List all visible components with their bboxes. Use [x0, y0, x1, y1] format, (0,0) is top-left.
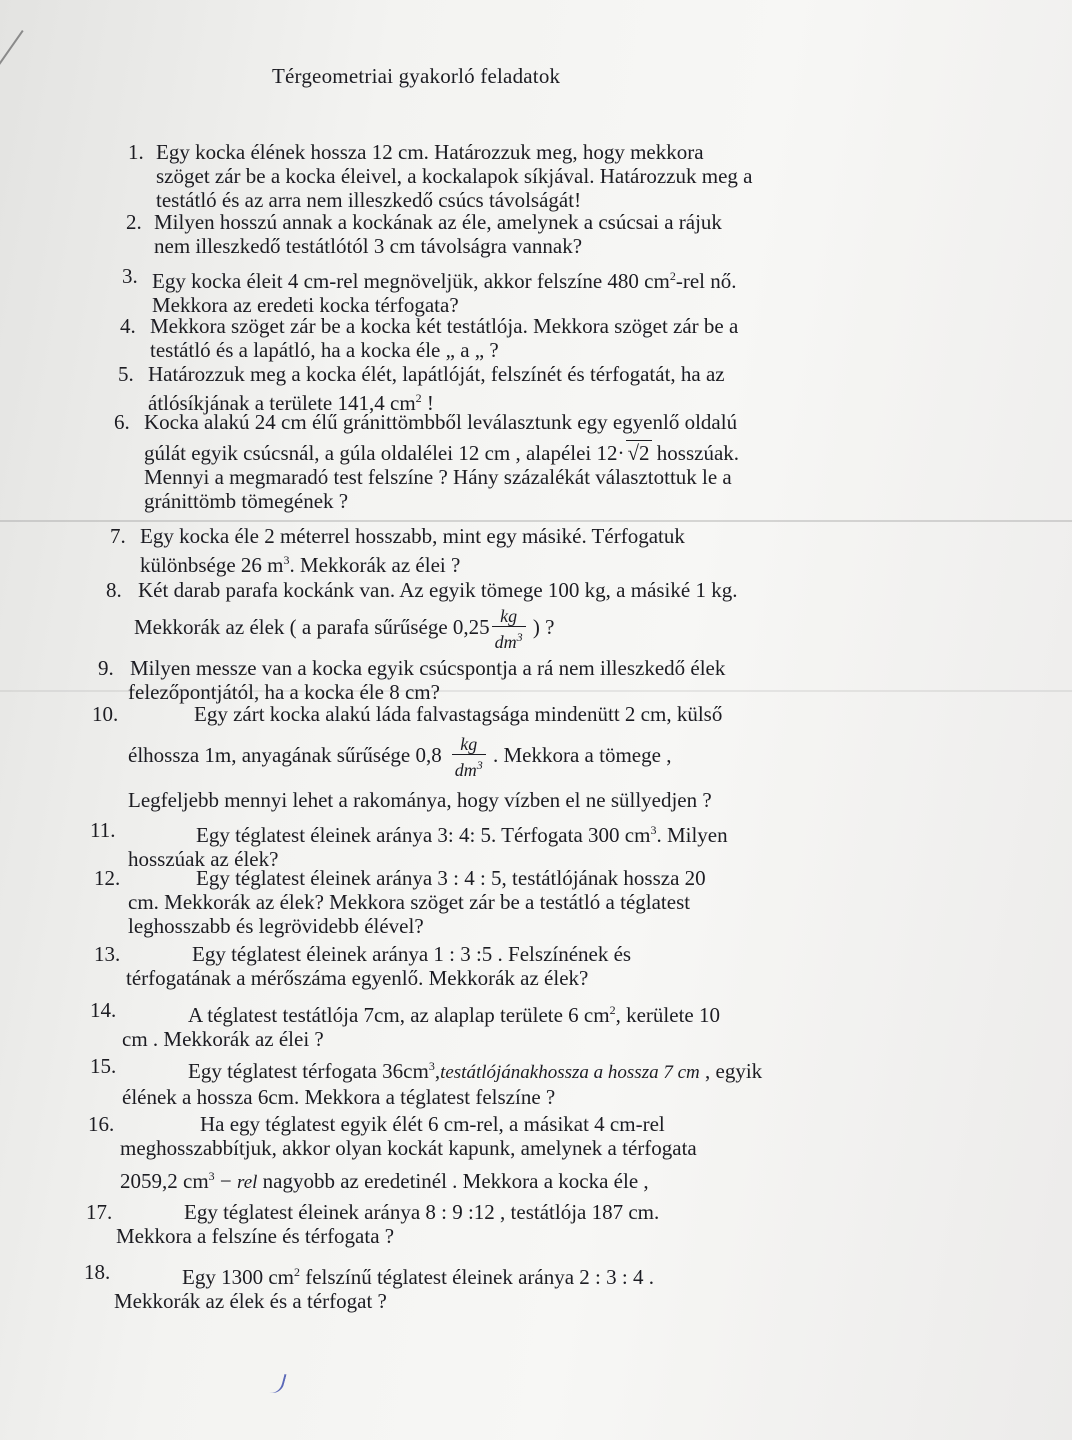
- square-root-symbol: √2: [627, 441, 650, 465]
- problem-7: 7. Egy kocka éle 2 méterrel hosszabb, mint egy másiké. Térfogatuk különbsége 26 $m^3$. Mekkorák az élei ?: [110, 524, 685, 577]
- problem-10: 10. Egy zárt kocka alakú láda falvastagsága mindenütt 2 cm, külső élhossza 1m, anyagának sűrűsége 0,8 $\frac{kg}{dm^3}$ . Mekkora a tömege , Legfeljebb mennyi lehet a rakománya, hogy vízben el ne süllyedjen ?: [92, 702, 723, 812]
- fraction-kg-per-dm3: $\frac{kg}{dm^3}$: [492, 606, 526, 652]
- paper-fold-line: [0, 520, 1072, 522]
- fraction-kg-per-dm3: $\frac{kg}{dm^3}$: [452, 734, 486, 780]
- problem-11: 11. Egy téglatest éleinek aránya 3: 4: 5. Térfogata 300 $cm^3$. Milyen hosszúak az élek?: [90, 818, 728, 871]
- problem-6: 6. Kocka alakú 24 cm élű gránittömbből leválasztunk egy egyenlő oldalú gúlát egyik csúcsnál, a gúla oldalélei 12 cm , alapélei 12· √2 hosszúak. Mennyi a megmaradó test felszíne ? Hány százalékát választottuk le a gránittömb tömegének ?: [114, 410, 740, 513]
- problem-12: 12. Egy téglatest éleinek aránya 3 : 4 : 5, testátlójának hossza 20 cm. Mekkorák az élek? Mekkora szöget zár be a testátló a téglatest leghosszabb és legrövidebb élével?: [94, 866, 706, 938]
- problem-1: 1. Egy kocka élének hossza 12 cm. Határozzuk meg, hogy mekkora szöget zár be a kocka éleivel, a kockalapok síkjával. Határozzuk meg a testátló és az arra nem illeszkedő csúcs távolságát!: [128, 140, 753, 212]
- problem-8: 8. Két darab parafa kockánk van. Az egyik tömege 100 kg, a másiké 1 kg. Mekkorák az élek ( a parafa sűrűsége 0,25 $\frac{kg}{dm^3}$ ) ?: [106, 578, 738, 652]
- document-title: Térgeometriai gyakorló feladatok: [272, 64, 561, 88]
- problem-9: 9. Milyen messze van a kocka egyik csúcspontja a rá nem illeszkedő élek felezőpontjától, ha a kocka éle 8 cm?: [98, 656, 726, 704]
- problem-2: 2. Milyen hosszú annak a kockának az éle, amelynek a csúcsai a rájuk nem illeszkedő testátlótól 3 cm távolságra vannak?: [126, 210, 722, 258]
- problem-17: 17. Egy téglatest éleinek aránya 8 : 9 :12 , testátlója 187 cm. Mekkora a felszíne és térfogata ?: [86, 1200, 660, 1248]
- problem-18: 18. Egy 1300 $cm^2$ felszínű téglatest éleinek aránya 2 : 3 : 4 . Mekkorák az élek és a térfogat ?: [84, 1260, 654, 1313]
- pen-mark: [0, 30, 24, 72]
- problem-3: 3. Egy kocka éleit 4 cm-rel megnöveljük, akkor felszíne 480 $cm^2$-rel nő. Mekkora az eredeti kocka térfogata?: [122, 264, 737, 317]
- pen-squiggle: [265, 1370, 286, 1395]
- problem-4: 4. Mekkora szöget zár be a kocka két testátlója. Mekkora szöget zár be a testátló és a lapátló, ha a kocka éle „ a „ ?: [120, 314, 739, 362]
- problem-13: 13. Egy téglatest éleinek aránya 1 : 3 :5 . Felszínének és térfogatának a mérőszáma egyenlő. Mekkorák az élek?: [94, 942, 632, 990]
- problem-15: 15. Egy téglatest térfogata $36cm^3,testátlójánakhossza$ a hossza 7 cm , egyik élének a hossza 6cm. Mekkora a téglatest felszíne ?: [90, 1054, 763, 1109]
- problem-5: 5. Határozzuk meg a kocka élét, lapátlóját, felszínét és térfogatát, ha az átlósíkjának a területe 141,4 $cm^2$ !: [118, 362, 725, 415]
- problem-16: 16. Ha egy téglatest egyik élét 6 cm-rel, a másikat 4 cm-rel meghosszabbítjuk, akkor olyan kockát kapunk, amelynek a térfogata 2059,2 $cm^3$ − rel nagyobb az eredetinél . Mekkora a kocka éle ,: [88, 1112, 697, 1193]
- problem-14: 14. A téglatest testátlója 7cm, az alaplap területe 6 $cm^2$, kerülete 10 cm . Mekkorák az élei ?: [90, 998, 720, 1051]
